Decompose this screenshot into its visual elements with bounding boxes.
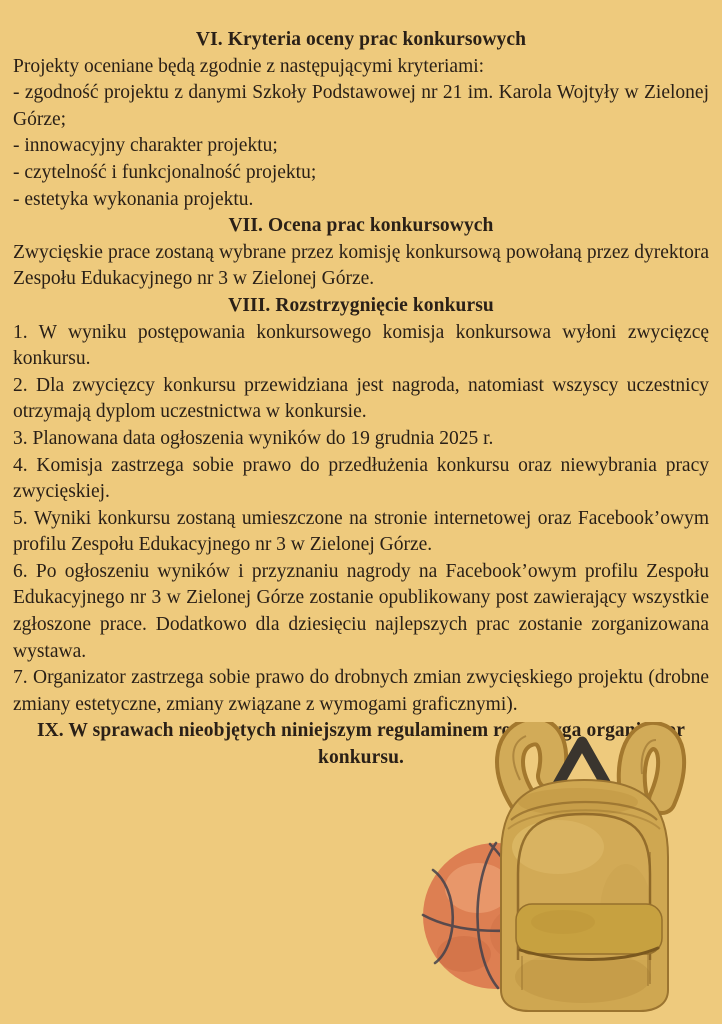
paragraph-criteria-intro: Projekty oceniane będą zgodnie z następującymi kryteriami: <box>13 55 485 77</box>
heading-section-vii: VII. Ocena prac konkursowych <box>228 215 494 237</box>
resolution-item-7: 7. Organizator zastrzega sobie prawo do drobnych zmian zwycięskiego projektu (drobne zmiany estetyczne, zmiany związane z wymogami graficznymi). <box>13 667 709 715</box>
criterion-aesthetics: - estetyka wykonania projektu. <box>13 188 254 210</box>
resolution-item-4: 4. Komisja zastrzega sobie prawo do przedłużenia konkursu oraz niewybrania pracy zwycięskiej. <box>13 454 709 503</box>
criterion-compliance: - zgodność projektu z danymi Szkoły Podstawowej nr 21 im. Karola Wojtyły w Zielonej Górze; <box>13 82 709 130</box>
criterion-readability: - czytelność i funkcjonalność projektu; <box>13 161 317 183</box>
heading-section-vi: VI. Kryteria oceny prac konkursowych <box>195 29 527 50</box>
criterion-innovation: - innowacyjny charakter projektu; <box>13 135 278 157</box>
resolution-item-1: 1. W wyniku postępowania konkursowego komisja konkursowa wyłoni zwycięzcę konkursu. <box>13 321 709 370</box>
heading-section-ix: IX. W sprawach nieobjętych niniejszym regulaminem rozstrzyga organizator konkursu. <box>36 720 686 769</box>
paragraph-evaluation: Zwycięskie prace zostaną wybrane przez komisję konkursową powołaną przez dyrektora Zespołu Edukacyjnego nr 3 w Zielonej Górze. <box>13 241 709 290</box>
resolution-item-5: 5. Wyniki konkursu zostaną umieszczone na stronie internetowej oraz Facebook’owym profilu Zespołu Edukacyjnego nr 3 w Zielonej Górze. <box>13 507 709 556</box>
resolution-item-3: 3. Planowana data ogłoszenia wyników do 19 grudnia 2025 r. <box>13 427 494 449</box>
heading-section-viii: VIII. Rozstrzygnięcie konkursu <box>228 294 494 316</box>
backpack-flap-shade <box>531 910 595 934</box>
backpack-and-basketball-illustration <box>408 722 722 1024</box>
resolution-item-6: 6. Po ogłoszeniu wyników i przyznaniu nagrody na Facebook’owym profilu Zespołu Edukacyjnego nr 3 w Zielonej Górze zostanie opublikowany post zawierający wszystkie zgłoszone prace. Dodatkowo dla dziesięciu najlepszych prac zostanie zorganizowana wystawa. <box>13 560 709 662</box>
backpack-illustration <box>501 731 671 1011</box>
resolution-item-2: 2. Dla zwycięzcy konkursu przewidziana jest nagroda, natomiast wszyscy uczestnicy otrzymają dyplom uczestnictwa w konkursie. <box>13 374 709 423</box>
